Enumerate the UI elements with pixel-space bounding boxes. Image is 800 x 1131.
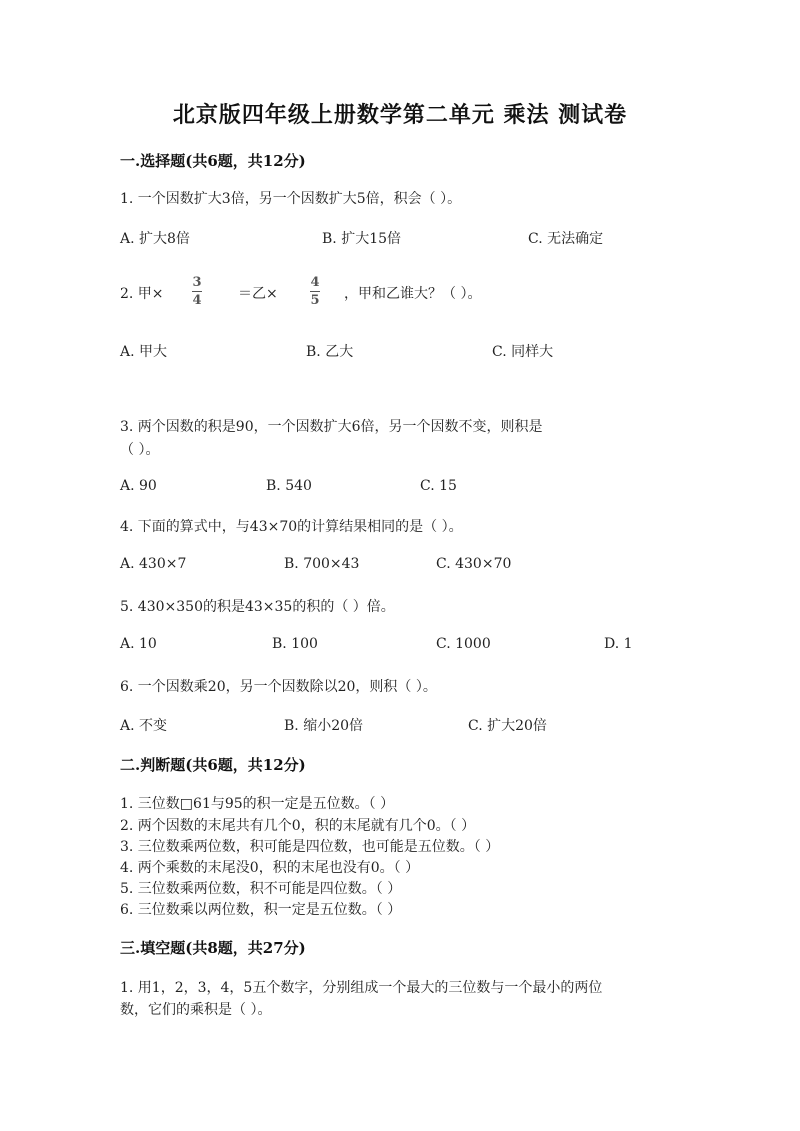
option-a: A. 甲大	[120, 344, 168, 360]
fraction-bar	[310, 291, 320, 292]
question-1-6: 6. 一个因数乘20，另一个因数除以20，则积（ ）。	[120, 679, 437, 695]
option-c: C. 430×70	[436, 556, 512, 572]
judge-item: 4. 两个乘数的末尾没0，积的末尾也没有0。（ ）	[120, 860, 420, 876]
option-b: B. 扩大15倍	[322, 231, 402, 247]
fraction-bar	[192, 291, 202, 292]
section-3-heading: 三.填空题(共8题，共27分)	[120, 939, 306, 957]
question-3-1-line2: 数，它们的乘积是（ ）。	[120, 1002, 272, 1018]
option-b: B. 540	[266, 478, 312, 494]
question-1-3-line2: （ ）。	[120, 442, 160, 458]
fraction-4-5	[310, 276, 320, 307]
question-1-1: 1. 一个因数扩大3倍，另一个因数扩大5倍，积会（ ）。	[120, 191, 462, 207]
question-1-2-prefix: 2. 甲×	[120, 286, 164, 302]
option-c: C. 15	[420, 478, 457, 494]
option-c: C. 同样大	[492, 344, 554, 360]
option-a: A. 90	[120, 478, 157, 494]
question-1-2-suffix: ，甲和乙谁大？（ ）。	[344, 286, 482, 302]
fraction-denominator: 5	[310, 293, 320, 308]
question-1-2-middle: ＝乙×	[238, 286, 278, 302]
option-c: C. 1000	[436, 636, 491, 652]
question-1-3-line1: 3. 两个因数的积是90，一个因数扩大6倍，另一个因数不变，则积是	[120, 419, 543, 435]
option-b: B. 100	[272, 636, 318, 652]
fraction-3-4	[192, 276, 202, 307]
option-b: B. 700×43	[284, 556, 360, 572]
judge-item: 6. 三位数乘以两位数，积一定是五位数。（ ）	[120, 902, 402, 918]
option-a: A. 扩大8倍	[120, 231, 190, 247]
option-b: B. 乙大	[306, 344, 354, 360]
option-a: A. 430×7	[120, 556, 187, 572]
question-3-1-line1: 1. 用1，2，3，4，5五个数字，分别组成一个最大的三位数与一个最小的两位	[120, 980, 603, 996]
question-1-4: 4. 下面的算式中，与43×70的计算结果相同的是（ ）。	[120, 519, 463, 535]
option-b: B. 缩小20倍	[284, 718, 364, 734]
fraction-denominator: 4	[192, 293, 202, 308]
question-1-5: 5. 430×350的积是43×35的积的（ ）倍。	[120, 599, 395, 615]
fraction-numerator: 3	[192, 275, 202, 290]
judge-item: 2. 两个因数的末尾共有几个0，积的末尾就有几个0。（ ）	[120, 818, 476, 834]
section-2-heading: 二.判断题(共6题，共12分)	[120, 756, 306, 774]
page-title: 北京版四年级上册数学第二单元 乘法 测试卷	[172, 102, 628, 128]
judge-item: 5. 三位数乘两位数，积不可能是四位数。（ ）	[120, 881, 402, 897]
option-a: A. 10	[120, 636, 157, 652]
option-c: C. 无法确定	[528, 231, 604, 247]
judge-item: 1. 三位数□61与95的积一定是五位数。（ ）	[120, 796, 395, 812]
option-c: C. 扩大20倍	[468, 718, 547, 734]
section-1-heading: 一.选择题(共6题，共12分)	[120, 152, 306, 170]
fraction-numerator: 4	[310, 275, 320, 290]
option-a: A. 不变	[120, 718, 168, 734]
option-d: D. 1	[604, 636, 633, 652]
judge-item: 3. 三位数乘两位数，积可能是四位数，也可能是五位数。（ ）	[120, 839, 500, 855]
